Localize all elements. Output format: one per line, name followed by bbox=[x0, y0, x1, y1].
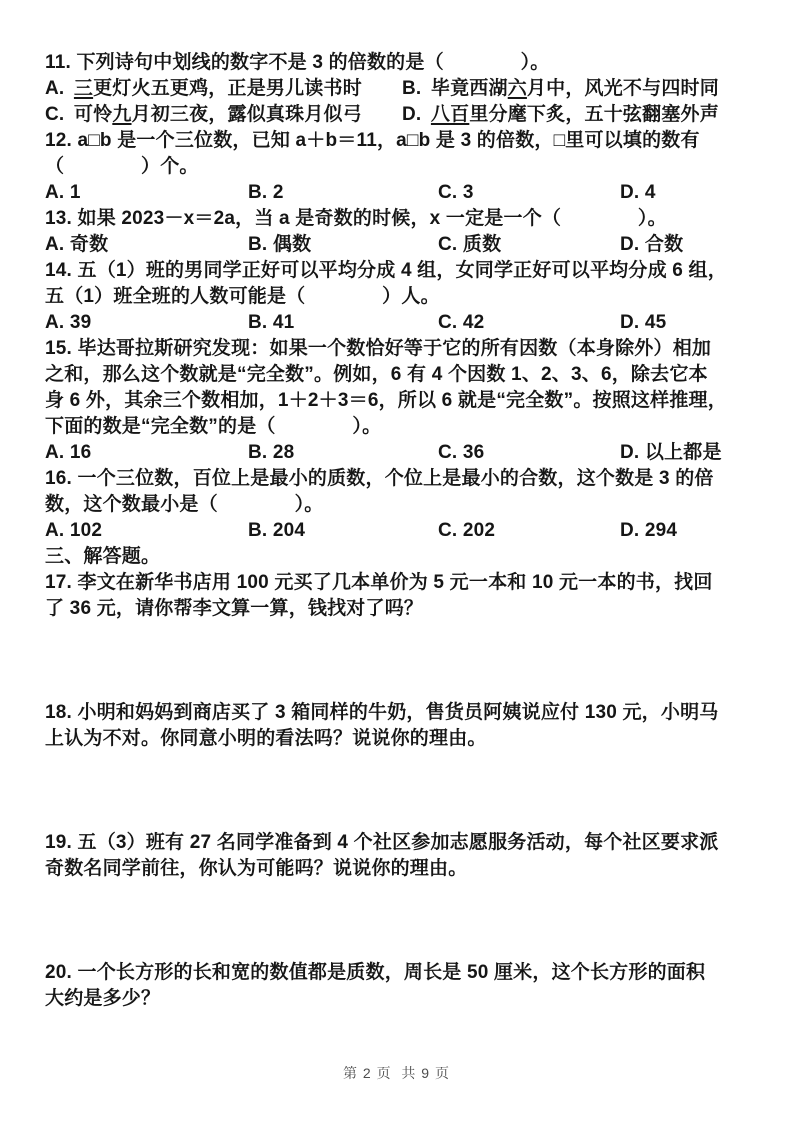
question-18-line-2: 上认为不对。你同意小明的看法吗？说说你的理由。 bbox=[45, 728, 487, 749]
question-15-option-a: A. 16 bbox=[45, 442, 92, 463]
answer-space-q19 bbox=[45, 882, 757, 960]
question-12-option-a: A. 1 bbox=[45, 182, 81, 203]
option-text: 毕竟西湖 bbox=[430, 78, 508, 99]
question-12-line-1: 12. a□b 是一个三位数，已知 a＋b＝11，a□b 是 3 的倍数，□里可以填的数有 bbox=[45, 130, 700, 151]
question-14-option-b: B. 41 bbox=[248, 312, 295, 333]
option-text: 月初三夜，露似真珠月似弓 bbox=[131, 104, 362, 125]
question-11-options-row-2 bbox=[45, 102, 757, 128]
question-12-option-d: D. 4 bbox=[620, 182, 656, 203]
answer-space-q17 bbox=[45, 622, 757, 700]
question-13-stem: 13. 如果 2023－x＝2a，当 a 是奇数的时候，x 一定是一个（ ）。 bbox=[45, 208, 667, 229]
question-14-options bbox=[45, 310, 757, 336]
question-15-line-1: 15. 毕达哥拉斯研究发现：如果一个数恰好等于它的所有因数（本身除外）相加 bbox=[45, 338, 712, 359]
question-18-line-1: 18. 小明和妈妈到商店买了 3 箱同样的牛奶，售货员阿姨说应付 130 元，小明马 bbox=[45, 702, 719, 723]
question-14-option-c: C. 42 bbox=[438, 312, 485, 333]
question-16-line-2: 数，这个数最小是（ ）。 bbox=[45, 494, 324, 515]
option-text: 更灯火五更鸡，正是男儿读书时 bbox=[93, 78, 362, 99]
question-14-line-1: 14. 五（1）班的男同学正好可以平均分成 4 组，女同学正好可以平均分成 6 组， bbox=[45, 260, 727, 281]
question-15-line-3: 身 6 外，其余三个数相加，1＋2＋3＝6，所以 6 就是“完全数”。按照这样推理， bbox=[45, 390, 727, 411]
answer-space-q18 bbox=[45, 752, 757, 830]
question-16-option-a: A. 102 bbox=[45, 520, 103, 541]
question-17-line-2: 了 36 元，请你帮李文算一算，钱找对了吗？ bbox=[45, 598, 424, 619]
question-16-option-c: C. 202 bbox=[438, 520, 496, 541]
question-16-option-b: B. 204 bbox=[248, 520, 306, 541]
option-label: C. bbox=[45, 104, 65, 125]
question-15-option-c: C. 36 bbox=[438, 442, 485, 463]
underlined-number: 六 bbox=[507, 78, 527, 99]
option-text: 可怜 bbox=[73, 104, 113, 125]
question-15-option-d: D. 以上都是 bbox=[620, 442, 722, 463]
question-15-line-4: 下面的数是“完全数”的是（ ）。 bbox=[45, 416, 382, 437]
question-12-line-2: （ ）个。 bbox=[45, 156, 199, 177]
question-12-option-c: C. 3 bbox=[438, 182, 474, 203]
question-11-option-a bbox=[45, 76, 402, 102]
question-11-option-d bbox=[402, 102, 757, 128]
question-13-option-c: C. 质数 bbox=[438, 234, 502, 255]
question-13-option-a: A. 奇数 bbox=[45, 234, 109, 255]
question-14-option-a: A. 39 bbox=[45, 312, 92, 333]
question-15-option-b: B. 28 bbox=[248, 442, 295, 463]
question-19-line-2: 奇数名同学前往，你认为可能吗？说说你的理由。 bbox=[45, 858, 468, 879]
question-20-line-2: 大约是多少？ bbox=[45, 988, 161, 1009]
question-20-line-1: 20. 一个长方形的长和宽的数值都是质数，周长是 50 厘米，这个长方形的面积 bbox=[45, 962, 706, 983]
question-13-options bbox=[45, 232, 757, 258]
question-14-option-d: D. 45 bbox=[620, 312, 667, 333]
question-16-option-d: D. 294 bbox=[620, 520, 678, 541]
question-16-line-1: 16. 一个三位数，百位上是最小的质数，个位上是最小的合数，这个数是 3 的倍 bbox=[45, 468, 714, 489]
underlined-number: 三 bbox=[73, 78, 94, 99]
worksheet-page bbox=[45, 50, 757, 1012]
option-label: A. bbox=[45, 78, 65, 99]
question-15-options bbox=[45, 440, 757, 466]
question-11-option-b bbox=[402, 76, 757, 102]
page-number-footer: 第 2 页 共 9 页 bbox=[343, 1065, 450, 1081]
option-text: 月中，风光不与四时同 bbox=[526, 78, 719, 99]
question-11-option-c bbox=[45, 102, 402, 128]
question-13-option-b: B. 偶数 bbox=[248, 234, 312, 255]
underlined-number: 九 bbox=[112, 104, 132, 125]
option-text: 里分麾下炙，五十弦翻塞外声 bbox=[469, 104, 719, 125]
question-11-stem: 11. 下列诗句中划线的数字不是 3 的倍数的是（ ）。 bbox=[45, 52, 550, 73]
question-15-line-2: 之和，那么这个数就是“完全数”。例如，6 有 4 个因数 1、2、3、6，除去它本 bbox=[45, 364, 708, 385]
question-13-option-d: D. 合数 bbox=[620, 234, 684, 255]
question-12-option-b: B. 2 bbox=[248, 182, 284, 203]
option-label: D. bbox=[402, 104, 422, 125]
section-3-heading: 三、解答题。 bbox=[45, 546, 161, 567]
option-label: B. bbox=[402, 78, 422, 99]
question-12-options bbox=[45, 180, 757, 206]
underlined-number: 八百 bbox=[430, 104, 470, 125]
question-11-options-row-1 bbox=[45, 76, 757, 102]
question-16-options bbox=[45, 518, 757, 544]
question-17-line-1: 17. 李文在新华书店用 100 元买了几本单价为 5 元一本和 10 元一本的书，找回 bbox=[45, 572, 713, 593]
question-19-line-1: 19. 五（3）班有 27 名同学准备到 4 个社区参加志愿服务活动，每个社区要求派 bbox=[45, 832, 719, 853]
question-14-line-2: 五（1）班全班的人数可能是（ ）人。 bbox=[45, 286, 440, 307]
